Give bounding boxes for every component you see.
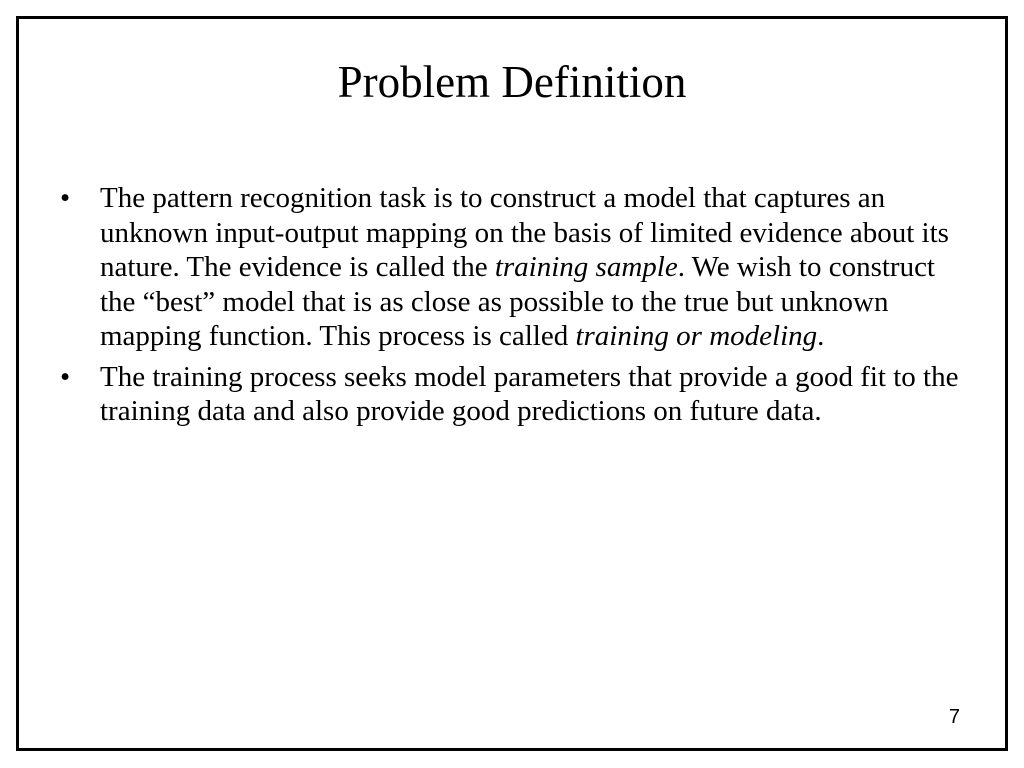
bullet-marker: • [60, 360, 71, 393]
bullet-text-segment: The training process seeks model parameters that provide a good fit to the training data and also provide good predictions on future data. [100, 360, 959, 427]
bullet-text-segment: . [817, 320, 825, 352]
slide-title: Problem Definition [337, 57, 687, 107]
bullet-text-segment: The pattern recognition task is to construct a model that captures an unknown input-output mapping on the basis of limited evidence about its nature. The evidence is called the [100, 182, 949, 283]
bullet-text [100, 361, 958, 428]
list-item [60, 360, 972, 429]
bullet-marker: • [60, 182, 71, 214]
bullet-text [100, 182, 949, 352]
list-item [60, 181, 972, 354]
bullet-text-segment: . We wish to construct the “best” model that is as close as possible to the true but unknown mapping function. This process is called [100, 251, 935, 352]
emphasis-term: training sample [494, 251, 678, 283]
emphasis-term: training or modeling [575, 320, 818, 352]
page-number: 7 [948, 706, 960, 728]
bullet-list [60, 181, 972, 435]
